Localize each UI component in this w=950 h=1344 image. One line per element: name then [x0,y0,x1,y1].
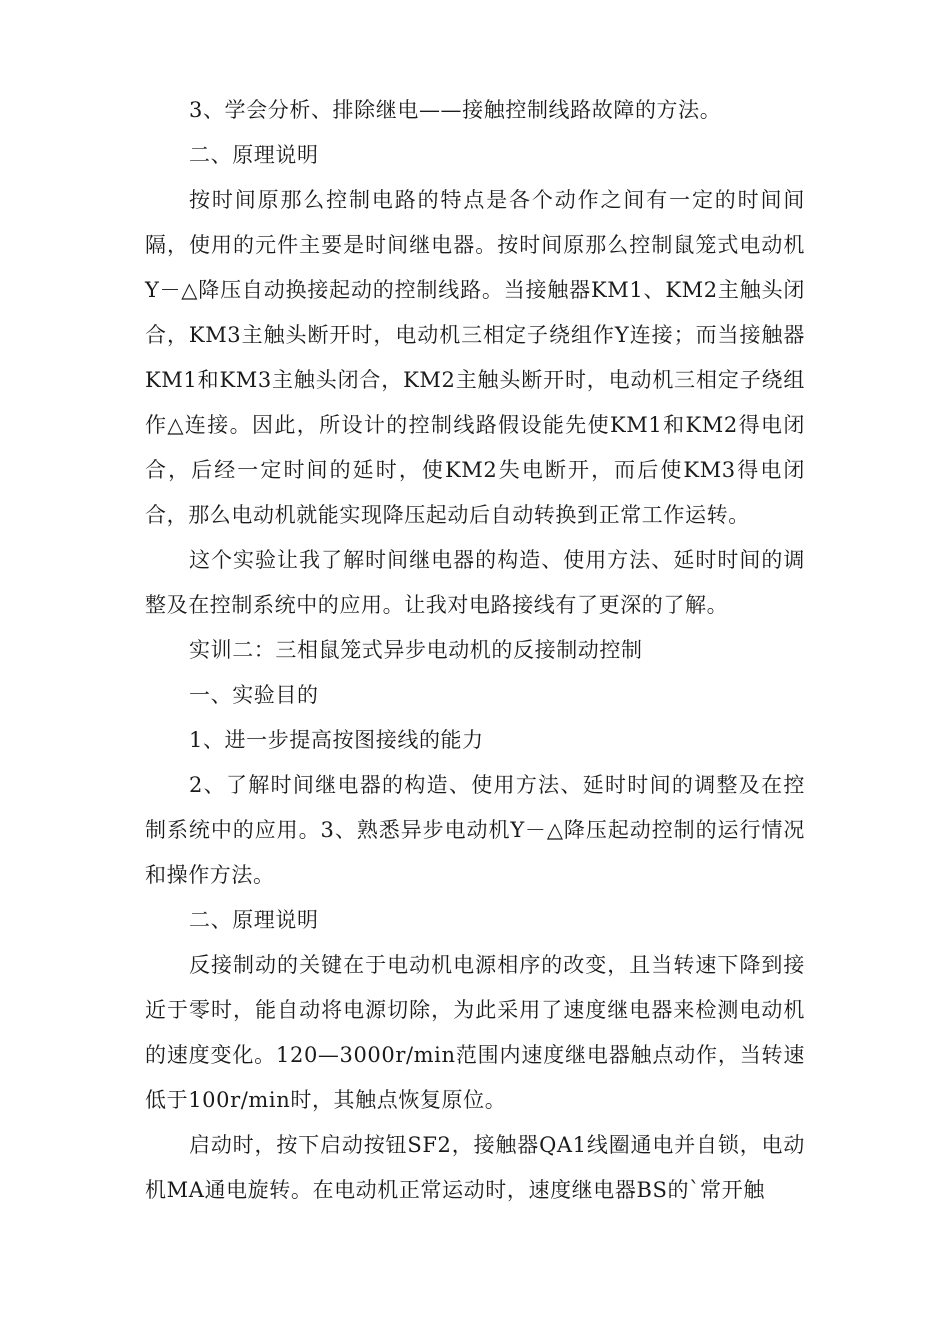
paragraph-reflection: 这个实验让我了解时间继电器的构造、使用方法、延时时间的调整及在控制系统中的应用。让我对电路接线有了更深的了解。 [145,548,805,617]
heading-principle-2: 二、原理说明 [189,908,319,932]
document-body [145,88,805,1213]
paragraph-reverse-braking: 反接制动的关键在于电动机电源相序的改变，且当转速下降到接近于零时，能自动将电源切除，为此采用了速度继电器来检测电动机的速度变化。120—3000r/min范围内速度继电器触点动作，当转速低于100r/min时，其触点恢复原位。 [145,953,805,1112]
paragraph-principle-time: 按时间原那么控制电路的特点是各个动作之间有一定的时间间隔，使用的元件主要是时间继电器。按时间原那么控制鼠笼式电动机Y－△降压自动换接起动的控制线路。当接触器KM1、KM2主触头闭合，KM3主触头断开时，电动机三相定子绕组作Y连接；而当接触器KM1和KM3主触头闭合，KM2主触头断开时，电动机三相定子绕组作△连接。因此，所设计的控制线路假设能先使KM1和KM2得电闭合，后经一定时间的延时，使KM2失电断开，而后使KM3得电闭合，那么电动机就能实现降压起动后自动转换到正常工作运转。 [145,188,805,527]
heading-training-2: 实训二：三相鼠笼式异步电动机的反接制动控制 [189,638,643,662]
heading-objectives: 一、实验目的 [189,683,319,707]
paragraph-objective-3: 3、学会分析、排除继电——接触控制线路故障的方法。 [189,98,722,122]
paragraph-objective-2-3: 2、了解时间继电器的构造、使用方法、延时时间的调整及在控制系统中的应用。3、熟悉异步电动机Y－△降压起动控制的运行情况和操作方法。 [145,773,805,887]
heading-principle: 二、原理说明 [189,143,319,167]
paragraph-objective-1: 1、进一步提高按图接线的能力 [189,728,484,752]
paragraph-startup: 启动时，按下启动按钮SF2，接触器QA1线圈通电并自锁，电动机MA通电旋转。在电动机正常运动时，速度继电器BS的`常开触 [145,1133,805,1202]
